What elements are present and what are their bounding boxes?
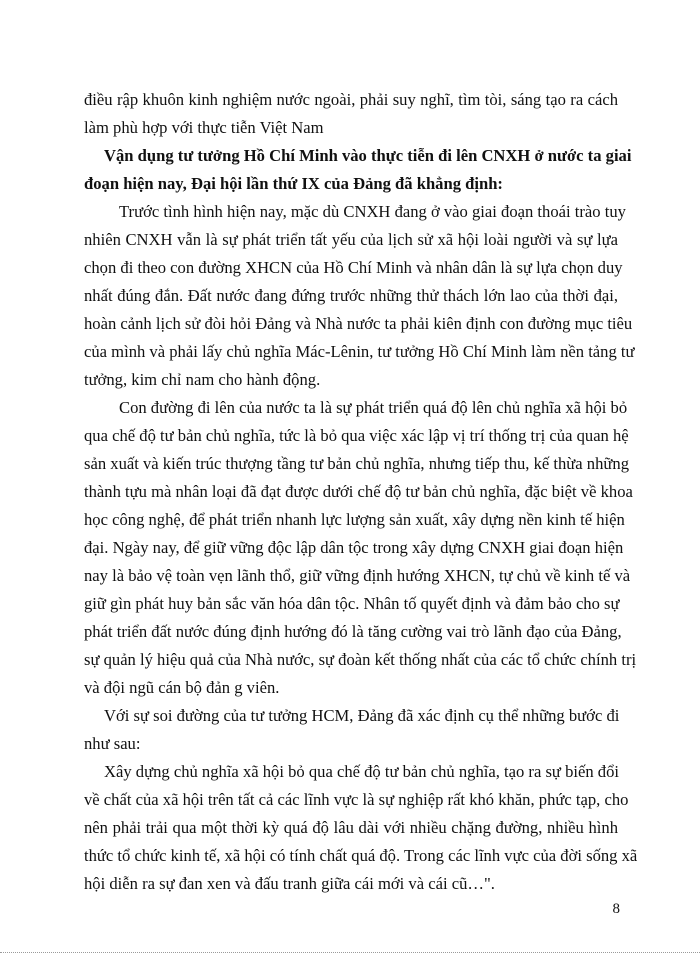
text-line: của mình và phải lấy chủ nghĩa Mác-Lênin, tư tưởng Hồ Chí Minh làm nền tảng tư: [84, 342, 635, 361]
section-heading-line: đoạn hiện nay, Đại hội lần thứ IX của Đảng đã khẳng định:: [84, 174, 503, 193]
text-line: chọn đi theo con đường XHCN của Hồ Chí Minh và nhân dân là sự lựa chọn duy: [84, 258, 623, 277]
text-line: nên phải trải qua một thời kỳ quá độ lâu dài với nhiều chặng đường, nhiều hình: [84, 818, 618, 837]
text-line: nhiên CNXH vẫn là sự phát triển tất yếu của lịch sử xã hội loài người và sự lựa: [84, 230, 618, 249]
page-number: 8: [612, 901, 620, 917]
text-line: thành tựu mà nhân loại đã đạt được dưới chế độ tư bản chủ nghĩa, đặc biệt về khoa: [84, 482, 633, 501]
text-line: làm phù hợp với thực tiễn Việt Nam: [84, 118, 324, 137]
text-line: và đội ngũ cán bộ đản g viên.: [84, 678, 280, 697]
text-line: nay là bảo vệ toàn vẹn lãnh thổ, giữ vững định hướng XHCN, tự chủ về kinh tế và: [84, 566, 631, 585]
text-line: thức tổ chức kinh tế, xã hội có tính chất quá độ. Trong các lĩnh vực của đời sống xã: [84, 846, 638, 865]
text-line: sự quản lý hiệu quả của Nhà nước, sự đoàn kết thống nhất của các tổ chức chính trị: [84, 650, 637, 669]
text-line: sản xuất và kiến trúc thượng tầng tư bản chủ nghĩa, nhưng tiếp thu, kế thừa những: [84, 454, 629, 473]
text-line: Trước tình hình hiện nay, mặc dù CNXH đang ở vào giai đoạn thoái trào tuy: [119, 202, 626, 221]
text-line: tưởng, kim chỉ nam cho hành động.: [84, 370, 321, 389]
text-line: nhất đúng đắn. Đất nước đang đứng trước những thử thách lớn lao của thời đại,: [84, 286, 618, 305]
text-line: điều rập khuôn kinh nghiệm nước ngoài, phải suy nghĩ, tìm tòi, sáng tạo ra cách: [84, 90, 618, 109]
text-line: như sau:: [84, 734, 141, 753]
text-line: Con đường đi lên của nước ta là sự phát triển quá độ lên chủ nghĩa xã hội bỏ: [119, 398, 628, 417]
text-line: đại. Ngày nay, để giữ vững độc lập dân tộc trong xây dựng CNXH giai đoạn hiện: [84, 538, 624, 557]
text-line: Xây dựng chủ nghĩa xã hội bỏ qua chế độ tư bản chủ nghĩa, tạo ra sự biến đổi: [104, 762, 619, 781]
text-line: giữ gìn phát huy bản sắc văn hóa dân tộc. Nhân tố quyết định và đảm bảo cho sự: [84, 594, 620, 613]
text-line: phát triển đất nước đúng định hướng đó là tăng cường vai trò lãnh đạo của Đảng,: [84, 622, 622, 641]
page-bottom-rule: [0, 952, 700, 953]
text-line: hội diễn ra sự đan xen và đấu tranh giữa cái mới và cái cũ…".: [84, 874, 495, 893]
text-line: học công nghệ, để phát triển nhanh lực lượng sản xuất, xây dựng nền kinh tế hiện: [84, 510, 625, 529]
text-line: về chất của xã hội trên tất cả các lĩnh vực là sự nghiệp rất khó khăn, phức tạp, cho: [84, 790, 629, 809]
text-line: qua chế độ tư bản chủ nghĩa, tức là bỏ qua việc xác lập vị trí thống trị của quan hệ: [84, 426, 629, 445]
text-line: Với sự soi đường của tư tưởng HCM, Đảng đã xác định cụ thể những bước đi: [104, 706, 620, 725]
text-line: hoàn cảnh lịch sử đòi hỏi Đảng và Nhà nước ta phải kiên định con đường mục tiêu: [84, 314, 633, 333]
section-heading-line: Vận dụng tư tưởng Hồ Chí Minh vào thực tiễn đi lên CNXH ở nước ta giai: [104, 146, 632, 165]
